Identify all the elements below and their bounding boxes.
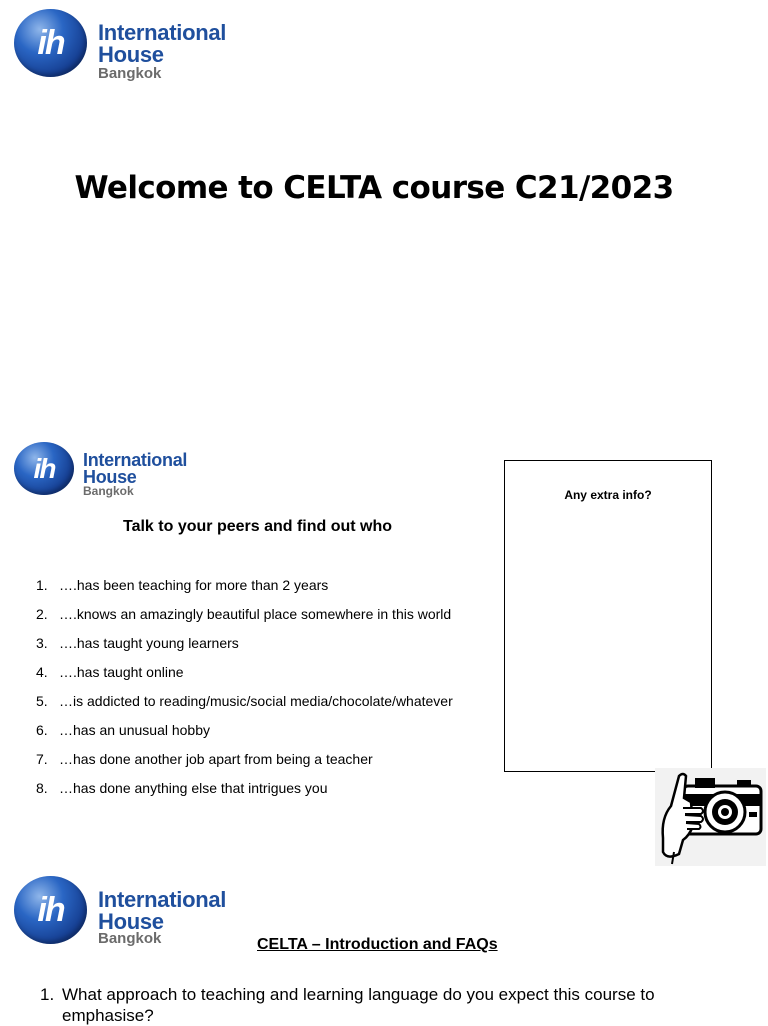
- ih-logo: [14, 876, 249, 948]
- logo-text-bangkok: Bangkok: [83, 484, 134, 498]
- logo-text-house: House: [98, 42, 164, 67]
- list-item: 3. ….has taught young learners: [36, 635, 239, 651]
- ih-logo: [14, 9, 249, 81]
- logo-text-bangkok: Bangkok: [98, 930, 162, 947]
- logo-text-international: International: [98, 887, 227, 912]
- faq-question-text: What approach to teaching and learning language do you expect this course to emphasise?: [62, 985, 655, 1025]
- logo-text-house: House: [83, 467, 137, 487]
- extra-info-box: [504, 460, 712, 772]
- ih-logo-mark: ih: [14, 442, 74, 495]
- list-item: 8. …has done anything else that intrigues you: [36, 780, 328, 796]
- list-item: 7. …has done another job apart from being a teacher: [36, 751, 373, 767]
- list-item: 5. …is addicted to reading/music/social media/chocolate/whatever: [36, 693, 453, 709]
- ih-logo: [14, 442, 214, 498]
- list-item: 1. ….has been teaching for more than 2 years: [36, 577, 329, 593]
- extra-info-label: Any extra info?: [564, 488, 652, 502]
- list-item: 6. …has an unusual hobby: [36, 722, 210, 738]
- logo-text-international: International: [98, 20, 227, 45]
- logo-text-bangkok: Bangkok: [98, 65, 162, 82]
- peer-list: [36, 575, 453, 807]
- faq-question-number: 1.: [40, 985, 55, 1004]
- page-title: Welcome to CELTA course C21/2023: [74, 170, 674, 206]
- faq-heading: CELTA – Introduction and FAQs: [257, 936, 498, 953]
- ih-logo-mark: ih: [14, 876, 87, 944]
- logo-text-house: House: [98, 909, 164, 934]
- list-item: 2. ….knows an amazingly beautiful place somewhere in this world: [36, 606, 452, 622]
- camera-icon: [655, 768, 766, 866]
- peers-heading: Talk to your peers and find out who: [123, 518, 393, 535]
- ih-logo-mark: ih: [14, 9, 87, 77]
- faq-question: [40, 984, 700, 1026]
- list-item: 4. ….has taught online: [36, 664, 184, 680]
- logo-text-international: International: [83, 450, 188, 470]
